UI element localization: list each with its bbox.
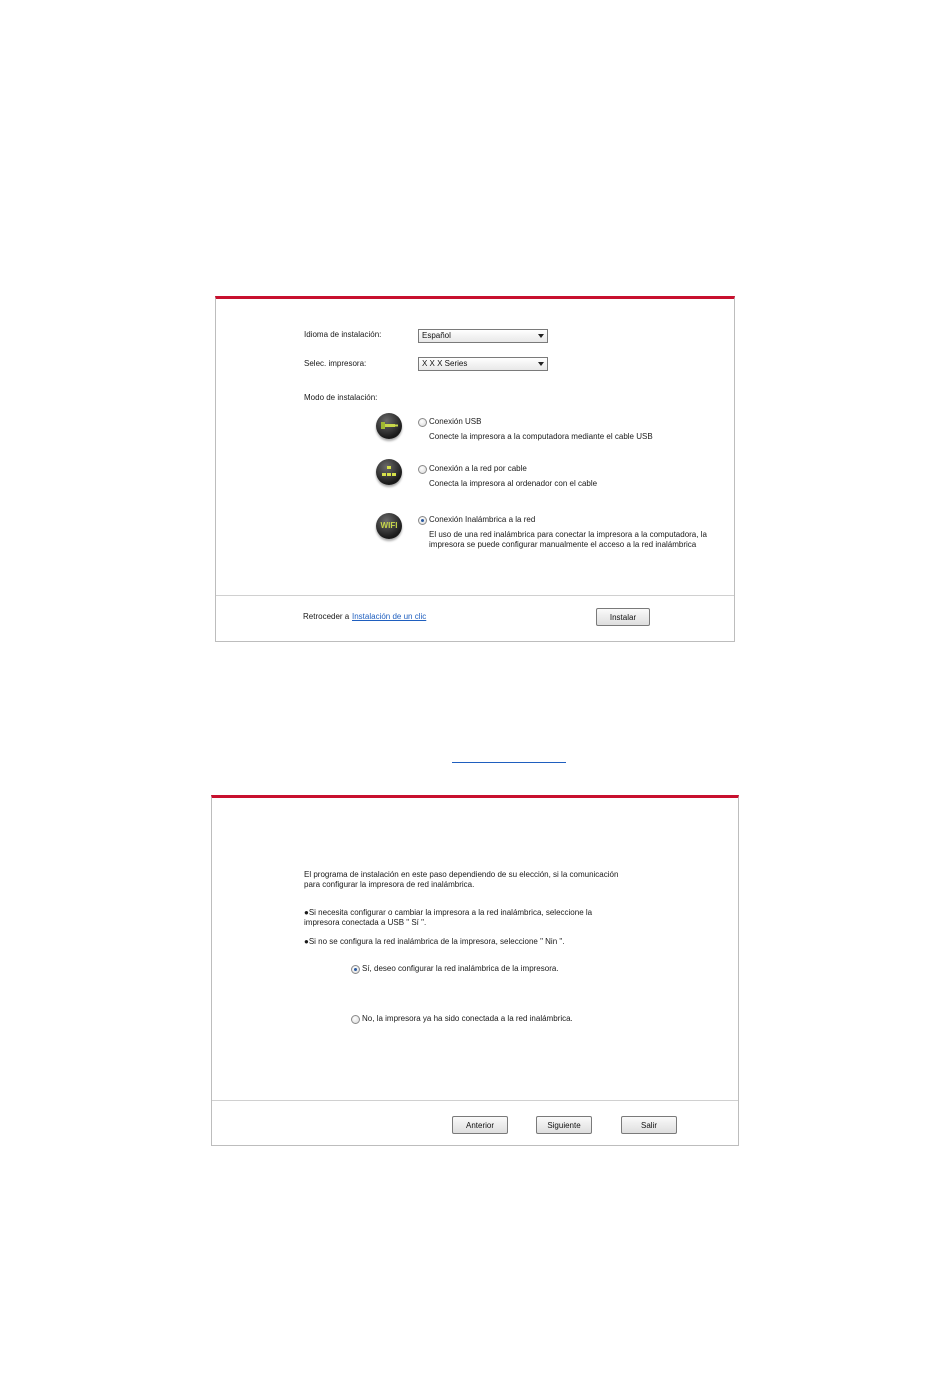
install-language-value: Español (422, 331, 451, 340)
option-usb-title: Conexión USB (429, 417, 482, 426)
chevron-down-icon (538, 334, 544, 338)
hyperlink-underline (452, 762, 566, 763)
wifi-icon (376, 513, 402, 539)
usb-icon (376, 413, 402, 439)
bullet-icon: ● (304, 937, 309, 946)
footer-divider (212, 1100, 738, 1101)
footer-divider (216, 595, 734, 596)
installer-window-connection-mode (215, 296, 735, 642)
install-language-label: Idioma de instalación: (304, 330, 382, 339)
radio-yes-configure-wireless[interactable] (351, 965, 360, 974)
bullet-icon: ● (304, 908, 309, 917)
radio-wireless-connection[interactable] (418, 516, 427, 525)
printer-select[interactable] (418, 357, 548, 371)
install-language-select[interactable] (418, 329, 548, 343)
wired-network-icon (376, 459, 402, 485)
radio-wired-connection[interactable] (418, 465, 427, 474)
bullet-1-line2: impresora conectada a USB " Sí ". (304, 918, 427, 927)
back-to-label: Retroceder a (303, 612, 350, 621)
bullet-1-line1 (304, 908, 592, 917)
install-button[interactable]: Instalar (596, 608, 650, 626)
install-mode-label: Modo de instalación: (304, 393, 378, 402)
installer-window-wireless-setup (211, 795, 739, 1146)
next-button[interactable]: Siguiente (536, 1116, 592, 1134)
bullet-1-text: Si necesita configurar o cambiar la impresora a la red inalámbrica, seleccione la (308, 908, 593, 917)
bullet-2 (304, 937, 564, 946)
option-wired-title: Conexión a la red por cable (429, 464, 527, 473)
bullet-2-text: Si no se configura la red inalámbrica de la impresora, seleccione " Nin ". (308, 937, 565, 946)
intro-text-line2: para configurar la impresora de red inalámbrica. (304, 880, 475, 889)
radio-no-label: No, la impresora ya ha sido conectada a la red inalámbrica. (362, 1014, 573, 1023)
wifi-icon-text: WIFI (380, 521, 398, 530)
option-wired-desc: Conecta la impresora al ordenador con el cable (429, 479, 598, 488)
radio-usb-connection[interactable] (418, 418, 427, 427)
printer-select-value: X X X Series (422, 359, 468, 368)
printer-select-label: Selec. impresora: (304, 359, 367, 368)
option-usb-desc: Conecte la impresora a la computadora mediante el cable USB (429, 432, 653, 441)
previous-button[interactable]: Anterior (452, 1116, 508, 1134)
option-wireless-desc-line1: El uso de una red inalámbrica para conectar la impresora a la computadora, la (429, 530, 707, 539)
exit-button[interactable]: Salir (621, 1116, 677, 1134)
one-click-install-link[interactable]: Instalación de un clic (352, 612, 427, 621)
option-wireless-desc-line2: impresora se puede configurar manualmente el acceso a la red inalámbrica (429, 540, 697, 549)
chevron-down-icon (538, 362, 544, 366)
radio-no-already-connected[interactable] (351, 1015, 360, 1024)
radio-yes-label: Sí, deseo configurar la red inalámbrica de la impresora. (362, 964, 559, 973)
intro-text-line1: El programa de instalación en este paso dependiendo de su elección, si la comunicación (304, 870, 619, 879)
option-wireless-title: Conexión Inalámbrica a la red (429, 515, 536, 524)
